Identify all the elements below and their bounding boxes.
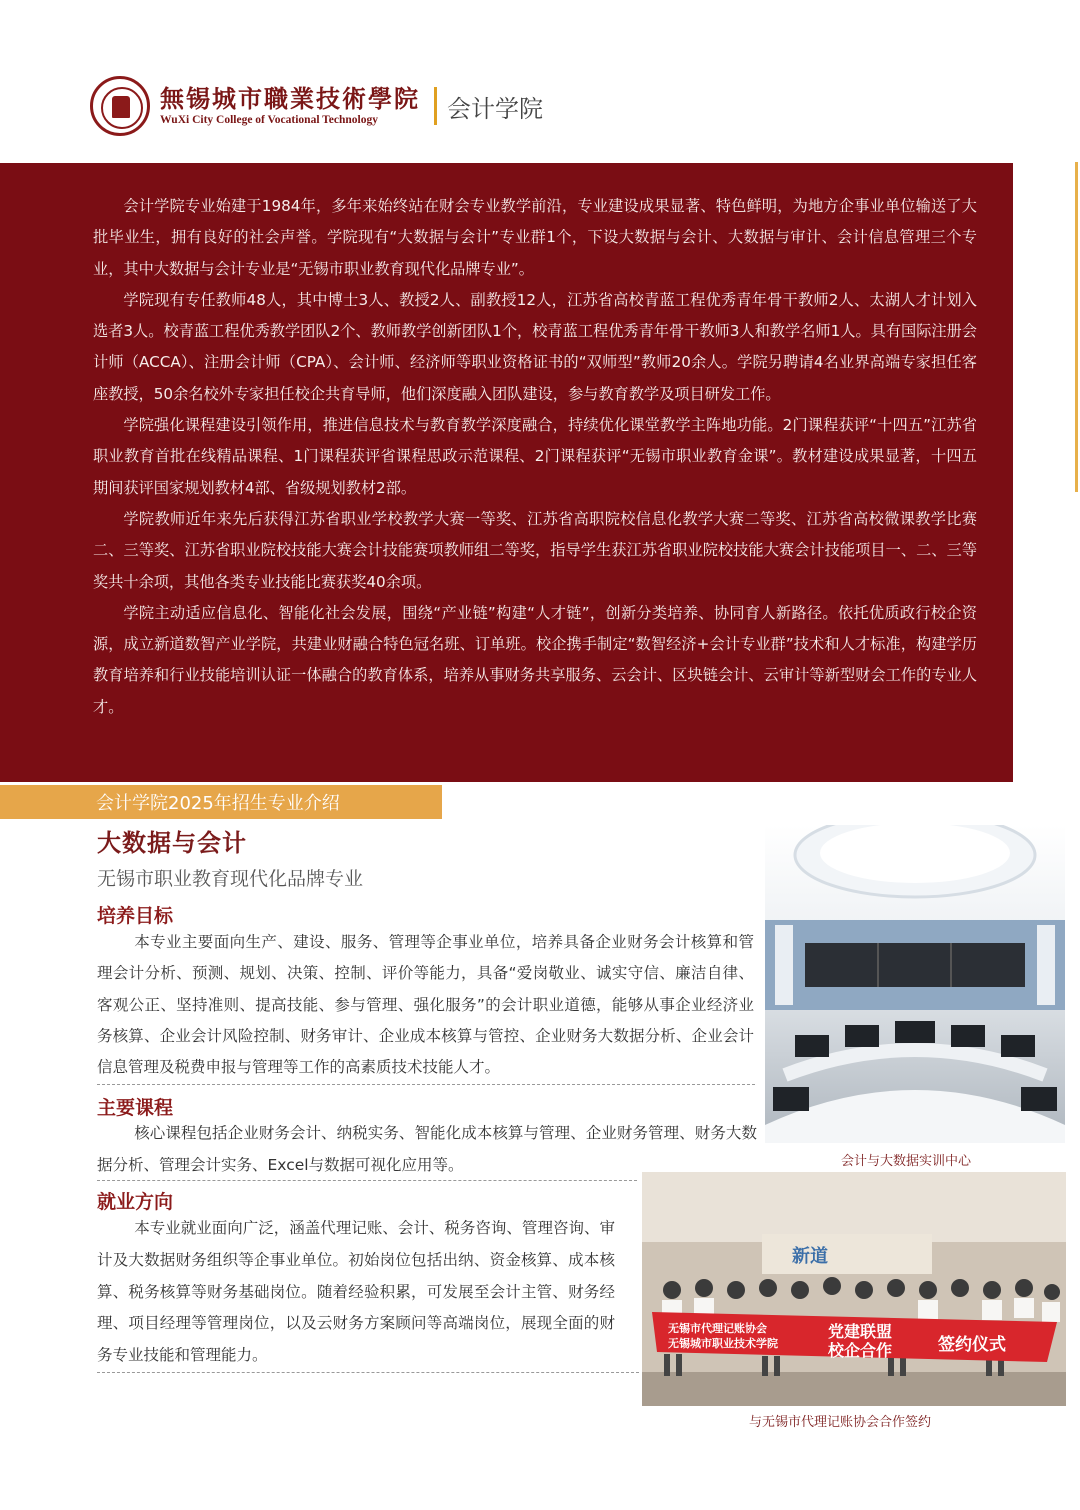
signing-ceremony-photo (642, 1172, 1066, 1406)
intro-paragraph: 学院教师近年来先后获得江苏省职业学校教学大赛一等奖、江苏省高职院校信息化教学大赛二等奖、江苏省高校微课教学比赛二、三等奖、江苏省职业院校技能大赛会计技能赛项教师组二等奖，指导学生获江苏省职业院校技能大赛会计技能项目一、二、三等奖共十余项，其他各类专业技能比赛获奖40余项。 (93, 509, 977, 591)
signing-photo-caption: 与无锡市代理记账协会合作签约 (749, 1415, 932, 1430)
dashed-divider (97, 1180, 637, 1181)
wall-logo-text: 新道 (792, 1246, 828, 1266)
intro-paragraph: 学院主动适应信息化、智能化社会发展，围绕“产业链”构建“人才链”，创新分类培养、协同育人新路径。依托优质政行校企资源，成立新道数智产业学院，共建业财融合特色冠名班、订单班。校企携手制定“数智经济+会计专业群”技术和人才标准，构建学历教育培养和行业技能培训认证一体融合的教育体系，培养从事财务共享服务、云会计、区块链会计、云审计等新型财会工作的专业人才。 (93, 603, 977, 716)
intro-paragraph: 会计学院专业始建于1984年，多年来始终站在财会专业教学前沿，专业建设成果显著、特色鲜明，为地方企事业单位输送了大批毕业生，拥有良好的社会声誉。学院现有“大数据与会计”专业群1个，下设大数据与会计、大数据与审计、会计信息管理三个专业，其中大数据与会计专业是“无锡市职业教育现代化品牌专业”。 (93, 197, 977, 278)
banner-big3: 签约仪式 (938, 1335, 1006, 1355)
department-name: 会计学院 (447, 94, 543, 123)
intro-panel (0, 163, 1013, 782)
banner-line2: 无锡城市职业技术学院 (668, 1337, 778, 1350)
section-bar (0, 785, 442, 819)
major-title: 大数据与会计 (97, 829, 247, 857)
training-lab-photo (765, 825, 1065, 1143)
dashed-divider (97, 1372, 639, 1373)
banner-big2: 校企合作 (828, 1341, 893, 1360)
section-bar-title: 会计学院2025年招生专业介绍 (96, 793, 340, 814)
college-name-en: WuXi City College of Vocational Technology (160, 114, 378, 126)
intro-text-block (93, 191, 977, 723)
banner-line1: 无锡市代理记账协会 (668, 1322, 767, 1335)
goal-text: 本专业主要面向生产、建设、服务、管理等企事业单位，培养具备企业财务会计核算和管理会计分析、预测、规划、决策、控制、评价等能力，具备“爱岗敬业、诚实守信、廉洁自律、客观公正、坚持准则、提高技能、参与管理、强化服务”的会计职业道德，能够从事企业经济业务核算、企业会计风险控制、财务审计、企业成本核算与管控、企业财务大数据分析、企业会计信息管理及税费申报与管理等工作的高素质技术技能人才。 (97, 933, 754, 1077)
major-subtitle: 无锡市职业教育现代化品牌专业 (97, 868, 364, 890)
college-emblem-icon (90, 76, 150, 136)
dashed-divider (97, 1084, 755, 1085)
page-header (90, 74, 543, 138)
college-name-cn: 無锡城市職業技術學院 (160, 84, 420, 113)
intro-paragraph: 学院现有专任教师48人，其中博士3人、教授2人、副教授12人，江苏省高校青蓝工程优秀青年骨干教师2人、太湖人才计划入选者3人。校青蓝工程优秀教学团队2个、教师教学创新团队1个，校青蓝工程优秀青年骨干教师3人和教学名师1人。具有国际注册会计师（ACCA）、注册会计师（CPA）、会计师、经济师等职业资格证书的“双师型”教师20余人。学院另聘请4名业界高端专家担任客座教授，50余名校外专家担任校企共育导师，他们深度融入团队建设，参与教育教学及项目研发工作。 (93, 290, 977, 403)
college-logo-text (160, 85, 420, 127)
course-text: 核心课程包括企业财务会计、纳税实务、智能化成本核算与管理、企业财务管理、财务大数据分析、管理会计实务、Excel与数据可视化应用等。 (97, 1124, 757, 1174)
career-text: 本专业就业面向广泛，涵盖代理记账、会计、税务咨询、管理咨询、审计及大数据财务组织等企事业单位。初始岗位包括出纳、资金核算、成本核算、税务核算等财务基础岗位。随着经验积累，可发展至会计主管、财务经理、项目经理等管理岗位，以及云财务方案顾问等高端岗位，展现全面的财务专业技能和管理能力。 (97, 1219, 615, 1365)
goal-heading: 培养目标 (97, 905, 174, 927)
intro-paragraph: 学院强化课程建设引领作用，推进信息技术与教育教学深度融合，持续优化课堂教学主阵地功能。2门课程获评“十四五”江苏省职业教育首批在线精品课程、1门课程获评省课程思政示范课程、2门课程获评“无锡市职业教育金课”。教材建设成果显著，十四五期间获评国家规划教材4部、省级规划教材2部。 (93, 416, 977, 497)
signing-ceremony-illustration (642, 1172, 1066, 1406)
lab-photo-caption: 会计与大数据实训中心 (841, 1154, 972, 1169)
career-heading: 就业方向 (97, 1191, 174, 1213)
banner-big1: 党建联盟 (828, 1322, 893, 1341)
training-lab-illustration (765, 825, 1065, 1143)
right-accent-line (1075, 162, 1078, 492)
header-divider (434, 87, 437, 125)
course-heading: 主要课程 (97, 1097, 174, 1119)
